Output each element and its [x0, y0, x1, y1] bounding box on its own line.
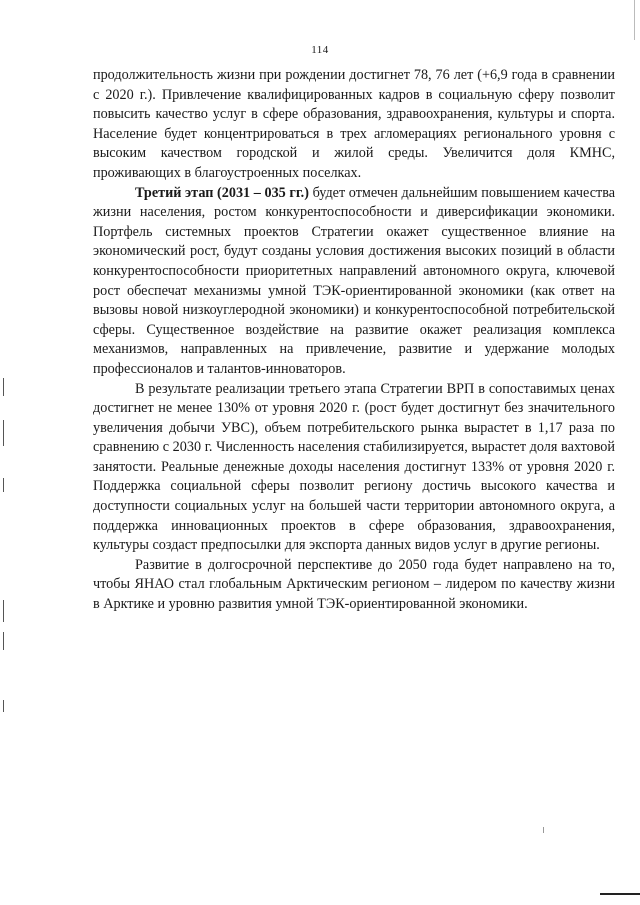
- scan-artifact-mark: [3, 420, 4, 446]
- page-number: 114: [311, 44, 329, 56]
- paragraph-text: продолжительность жизни при рождении достигнет 78, 76 лет (+6,9 года в сравнении с 2020 г.). Привлечение квалифицированных кадров в социальную сферу позволит повысить качество услуг в сфере образования, здравоохранения, культуры и спорта. Население будет концентрироваться в трех агломерациях регионального уровня с высоким качеством городской и жилой среды. Увеличится доля КМНС, проживающих в благоустроенных поселках.: [93, 67, 615, 181]
- paragraph-text: В результате реализации третьего этапа Стратегии ВРП в сопоставимых ценах достигнет не менее 130% от уровня 2020 г. (рост будет достигнут без значительного увеличения добычи УВС), объем потребительского рынка вырастет в 1,17 раза по сравнению с 2030 г. Численность населения стабилизируется, вырастет доля вахтовой занятости. Реальные денежные доходы населения достигнут 133% от уровня 2020 г. Поддержка социальной сферы позволит региону достичь высокого качества и доступности социальных услуг на большей части территории автономного округа, а поддержка инновационных проектов в сфере образования, здравоохранения, культуры создаст предпосылки для экспорта данных видов услуг в другие регионы.: [93, 380, 615, 554]
- document-body: [93, 66, 615, 615]
- scan-artifact-mark: [3, 700, 4, 712]
- scan-artifact-mark: [3, 378, 4, 396]
- paragraph-4: [93, 556, 615, 615]
- scan-artifact-mark: [543, 827, 544, 833]
- paragraph-1: [93, 66, 615, 184]
- paragraph-text: будет отмечен дальнейшим повышением качества жизни населения, ростом конкурентоспособности и диверсификации экономики. Портфель системных проектов Стратегии окажет существенное влияние на экономический рост, будут созданы условия достижения высоких позиций в области конкурентоспособности приоритетных направлений автономного округа, ключевой рост обеспечат механизмы умной ТЭК-ориентированной экономики (как ответ на вызовы новой низкоуглеродной экономики) и конкурентоспособной потребительской сферы. Существенное воздействие на развитие окажет реализация комплекса механизмов, направленных на привлечение, развитие и удержание молодых профессионалов и талантов-инноваторов.: [93, 184, 615, 377]
- scan-artifact-mark: [3, 600, 4, 622]
- paragraph-text: Развитие в долгосрочной перспективе до 2050 года будет направлено на то, чтобы ЯНАО стал глобальным Арктическим регионом – лидером по качеству жизни в Арктике и уровню развития умной ТЭК-ориентированной экономики.: [93, 556, 615, 613]
- scan-artifact-mark: [3, 632, 4, 650]
- paragraph-2: [93, 184, 615, 380]
- scan-edge: [600, 893, 640, 895]
- scan-edge: [634, 0, 635, 40]
- scan-artifact-mark: [3, 478, 4, 492]
- paragraph-3: [93, 380, 615, 556]
- paragraph-bold-lead: Третий этап (2031 – 035 гг.): [135, 184, 309, 201]
